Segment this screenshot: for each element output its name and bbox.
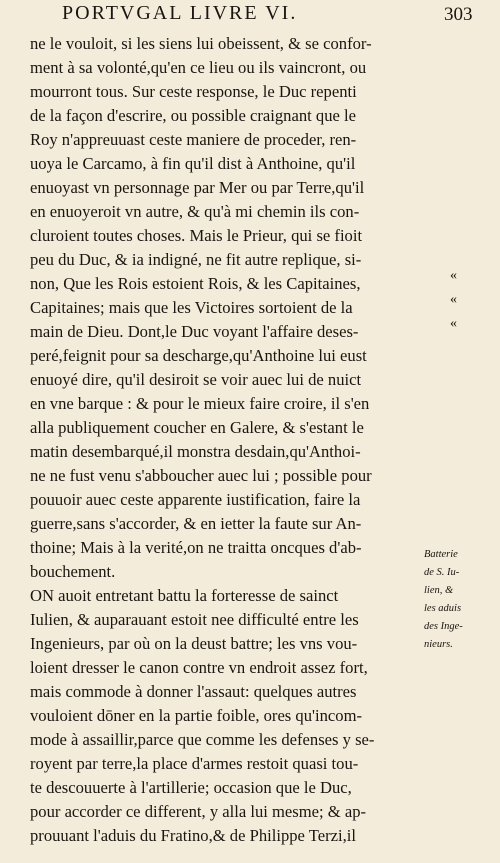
text-line: peré,feignit pour sa descharge,qu'Anthoine lui eust <box>30 346 367 365</box>
text-line: enuoyast vn personnage par Mer ou par Terre,qu'il <box>30 178 365 197</box>
text-line: peu du Duc, & ia indigné, ne fit autre replique, si- <box>30 250 362 269</box>
text-line: te descouuerte à l'artillerie; occasion que le Duc, <box>30 778 352 797</box>
text-line: pour accorder ce different, y alla lui mesme; & ap- <box>30 802 367 821</box>
text-line: prouuant l'aduis du Fratino,& de Philippe Terzi,il <box>30 826 356 845</box>
text-line: mode à assaillir,parce que comme les defenses y se- <box>30 730 375 749</box>
quotation-mark: « <box>450 268 457 283</box>
text-line: enuoyé dire, qu'il desiroit se voir auec lui de nuict <box>30 370 362 389</box>
text-line: royent par terre,la place d'armes restoit quasi tou- <box>30 754 359 773</box>
text-line: Capitaines; mais que les Victoires sortoient de la <box>30 298 353 317</box>
margin-note-line: les aduis <box>424 603 462 614</box>
margin-note-line: des Inge- <box>424 621 463 632</box>
text-line: en enuoyeroit vn autre, & qu'à mi chemin ils con- <box>30 202 360 221</box>
text-line: vouloient dōner en la partie foible, ores qu'incom- <box>30 706 362 725</box>
quotation-mark: « <box>450 292 457 307</box>
page-number: 303 <box>444 4 473 25</box>
text-line: ne le vouloit, si les siens lui obeissent, & se confor- <box>30 34 372 53</box>
text-line: ON auoit entretant battu la forteresse de sainct <box>30 586 339 605</box>
margin-note-line: Batterie <box>424 549 458 560</box>
text-line: loient dresser le canon contre vn endroit assez fort, <box>30 658 368 677</box>
text-line: non, Que les Rois estoient Rois, & les Capitaines, <box>30 274 361 293</box>
text-line: pouuoir auec ceste apparente iustification, faire la <box>30 490 361 509</box>
margin-note-line: lien, & <box>424 585 454 596</box>
text-line: Iulien, & auparauant estoit nee difficulté entre les <box>30 610 359 629</box>
text-line: de la façon d'escrire, ou possible craignant que le <box>30 106 356 125</box>
text-line: matin desembarqué,il monstra desdain,qu'Anthoi- <box>30 442 361 461</box>
text-line: thoine; Mais à la verité,on ne traitta oncques d'ab- <box>30 538 362 557</box>
margin-note-line: nieurs. <box>424 639 453 650</box>
text-line: ne ne fust venu s'abboucher auec lui ; possible pour <box>30 466 372 485</box>
margin-column <box>420 0 500 863</box>
text-line: cluroient toutes choses. Mais le Prieur, qui se fioit <box>30 226 363 245</box>
text-line: mourront tous. Sur ceste response, le Duc repenti <box>30 82 357 101</box>
margin-note-line: de S. Iu- <box>424 567 460 578</box>
text-line: alla publiquement coucher en Galere, & s'estant le <box>30 418 364 437</box>
text-line: Roy n'appreuuast ceste maniere de proceder, ren- <box>30 130 357 149</box>
text-line: main de Dieu. Dont,le Duc voyant l'affaire deses- <box>30 322 359 341</box>
running-title: PORTVGAL LIVRE VI. <box>62 2 298 24</box>
text-line: Ingenieurs, par où on la deust battre; les vns vou- <box>30 634 358 653</box>
text-line: ment à sa volonté,qu'en ce lieu ou ils vaincront, ou <box>30 58 367 77</box>
text-line: en vne barque : & pour le mieux faire croire, il s'en <box>30 394 370 413</box>
text-line: mais commode à donner l'assaut: quelques autres <box>30 682 357 701</box>
text-line: uoya le Carcamo, à fin qu'il dist à Anthoine, qu'il <box>30 154 356 173</box>
text-line: guerre,sans s'accorder, & en ietter la faute sur An- <box>30 514 362 533</box>
text-line: bouchement. <box>30 562 116 581</box>
quotation-mark: « <box>450 316 457 331</box>
